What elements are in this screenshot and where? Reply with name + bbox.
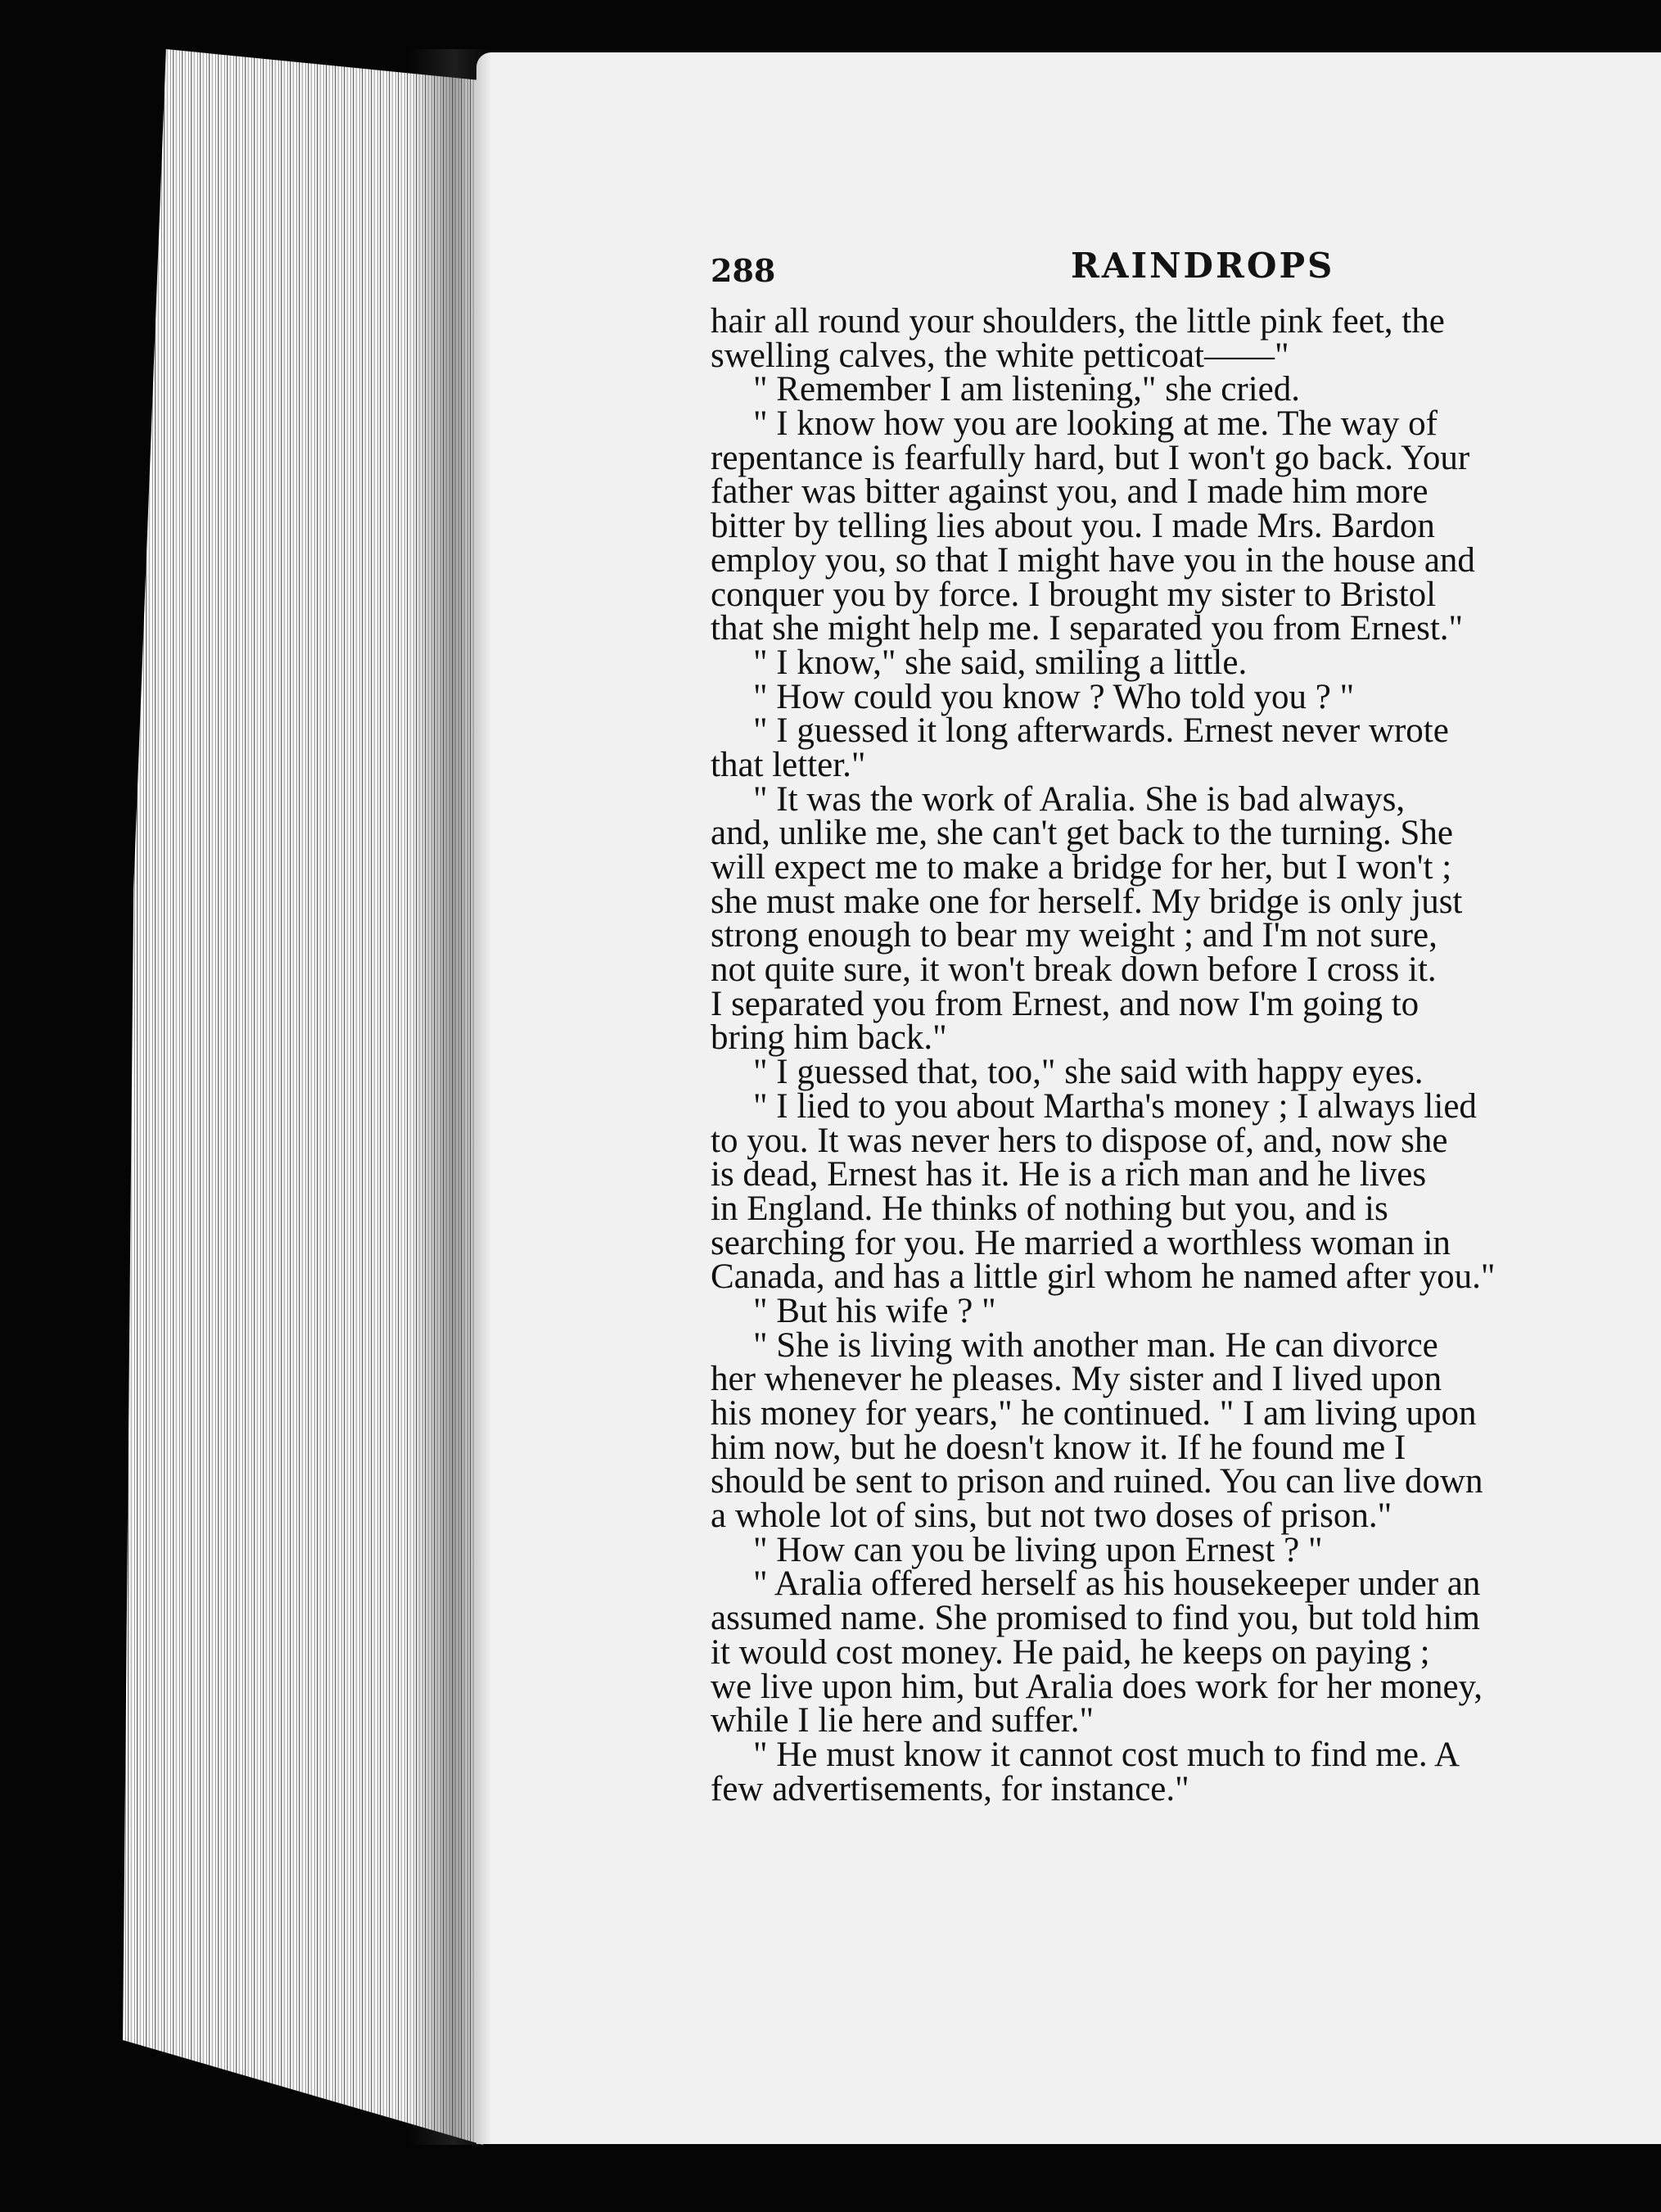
running-title: RAINDROPS — [1071, 246, 1335, 286]
binding-shadow — [409, 49, 491, 2145]
text-line: " I lied to you about Martha's money ; I always lied — [753, 1086, 1477, 1126]
text-line: searching for you. He married a worthless woman in — [711, 1223, 1451, 1262]
page-number: 288 — [711, 252, 776, 289]
text-line: swelling calves, the white petticoat——" — [711, 336, 1289, 375]
text-line: " I guessed that, too," she said with happy eyes. — [753, 1053, 1424, 1092]
text-line: " How can you be living upon Ernest ? " — [753, 1530, 1323, 1569]
text-line: " I know," she said, smiling a little. — [753, 643, 1248, 682]
text-line: " But his wife ? " — [753, 1291, 996, 1330]
text-line: him now, but he doesn't know it. If he found me I — [711, 1428, 1406, 1467]
text-line: it would cost money. He paid, he keeps on paying ; — [711, 1632, 1430, 1672]
text-line: " Aralia offered herself as his housekeeper under an — [753, 1564, 1481, 1604]
text-line: to you. It was never hers to dispose of, and, now she — [711, 1121, 1448, 1160]
text-line: should be sent to prison and ruined. You can live down — [711, 1462, 1483, 1501]
text-line: conquer you by force. I brought my sister to Bristol — [711, 575, 1437, 614]
text-line: " It was the work of Aralia. She is bad always, — [753, 779, 1406, 819]
text-line: she must make one for herself. My bridge is only just — [711, 882, 1463, 921]
text-line: father was bitter against you, and I made him more — [711, 472, 1429, 512]
text-line: hair all round your shoulders, the little pink feet, the — [711, 302, 1445, 341]
text-line: few advertisements, for instance." — [711, 1769, 1189, 1808]
text-line: bitter by telling lies about you. I made Mrs. Bardon — [711, 507, 1435, 546]
text-line: that letter." — [711, 745, 866, 784]
text-line: Canada, and has a little girl whom he named after you." — [711, 1257, 1496, 1297]
text-line: we live upon him, but Aralia does work for her money, — [711, 1667, 1483, 1706]
text-line: I separated you from Ernest, and now I'm going to — [711, 984, 1420, 1023]
text-line: " Remember I am listening," she cried. — [753, 370, 1300, 409]
text-line: " He must know it cannot cost much to find me. A — [753, 1735, 1460, 1774]
text-line: will expect me to make a bridge for her, but I won't ; — [711, 848, 1452, 887]
text-line: " I guessed it long afterwards. Ernest never wrote — [753, 711, 1449, 751]
text-line: bring him back." — [711, 1018, 947, 1058]
text-line: " She is living with another man. He can divorce — [753, 1325, 1438, 1365]
text-line: " I know how you are looking at me. The way of — [753, 404, 1438, 444]
text-line: a whole lot of sins, but not two doses of prison." — [711, 1496, 1392, 1536]
text-line: not quite sure, it won't break down before I cross it. — [711, 950, 1437, 990]
text-line: his money for years," he continued. " I am living upon — [711, 1394, 1477, 1433]
text-line: in England. He thinks of nothing but you, and is — [711, 1189, 1388, 1228]
text-line: that she might help me. I separated you from Ernest." — [711, 609, 1464, 648]
text-line: her whenever he pleases. My sister and I lived upon — [711, 1360, 1442, 1399]
text-line: repentance is fearfully hard, but I won't go back. Your — [711, 438, 1470, 477]
text-line: " How could you know ? Who told you ? " — [753, 677, 1355, 716]
text-line: is dead, Ernest has it. He is a rich man and he lives — [711, 1155, 1427, 1194]
text-line: assumed name. She promised to find you, but told him — [711, 1599, 1480, 1638]
text-line: strong enough to bear my weight ; and I'm not sure, — [711, 916, 1438, 955]
running-head — [711, 246, 1661, 295]
text-line: employ you, so that I might have you in the house and — [711, 540, 1475, 580]
text-line: while I lie here and suffer." — [711, 1701, 1095, 1740]
text-line: and, unlike me, she can't get back to the turning. She — [711, 814, 1453, 853]
body-text — [711, 302, 1661, 1808]
